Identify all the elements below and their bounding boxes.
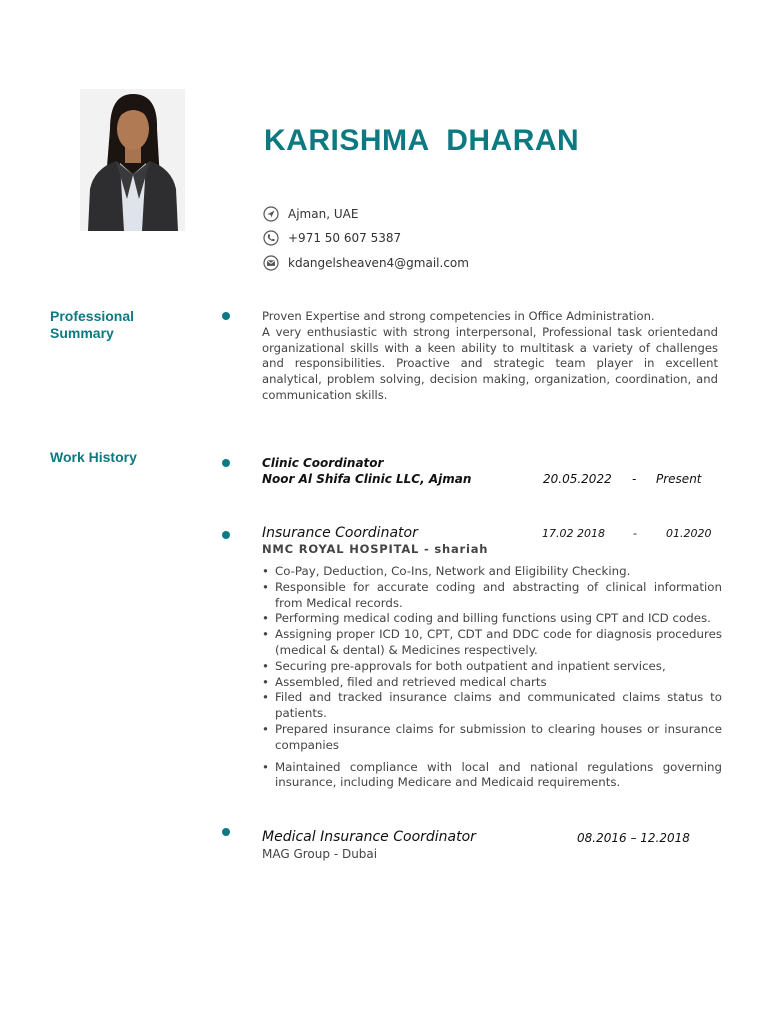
section-title-summary [50,308,134,342]
job2-date-separator: - [633,527,637,540]
profile-photo [80,89,185,231]
duty-item: • Assigning proper ICD 10, CPT, CDT and DDC code for diagnosis procedures (medical & dental) & Medicines respectively. [262,627,722,659]
duty-item: • Filed and tracked insurance claims and communicated claims status to patients. [262,690,722,722]
contact-phone [263,229,401,247]
contact-location [263,205,358,223]
job3-bullet-dot [222,828,230,836]
email-link[interactable]: kdangelsheaven4@gmail.com [288,256,469,270]
job1-end-date: Present [656,472,702,486]
candidate-name: KARISHMA DHARAN [264,124,580,157]
job2-start-date: 17.02 2018 [542,527,605,540]
phone-icon [263,230,279,246]
job2-title: Insurance Coordinator [262,525,418,541]
location-arrow-icon [263,206,279,222]
job3-dates: 08.2016 – 12.2018 [577,831,690,845]
job2-duties-list [262,564,722,791]
job1-date-separator: - [632,472,637,486]
job1-title: Clinic Coordinator [262,456,384,470]
job1-bullet-dot [222,459,230,467]
duty-item: • Responsible for accurate coding and abstracting of clinical information from Medical records. [262,580,722,612]
location-text: Ajman, UAE [288,207,359,221]
section-title-work-history: Work History [50,449,137,465]
email-icon [263,255,279,271]
job2-end-date: 01.2020 [666,527,712,540]
job3-title: Medical Insurance Coordinator [262,829,476,845]
job2-bullet-dot [222,531,230,539]
duty-item: • Assembled, filed and retrieved medical charts [262,675,722,691]
phone-text: +971 50 607 5387 [288,231,402,245]
person-portrait-icon [80,89,185,231]
summary-title-line1: Professional [50,308,135,324]
summary-bullet-dot [222,312,230,320]
summary-title-line2: Summary [50,325,114,341]
summary-line1: Proven Expertise and strong competencies in Office Administration. [262,309,655,323]
summary-text [262,309,718,404]
contact-email [263,254,469,272]
job2-organization: NMC ROYAL HOSPITAL - shariah [262,542,489,556]
duty-item: • Maintained compliance with local and national regulations governing insurance, including Medicare and Medicaid requirements. [262,760,722,792]
duty-item: • Prepared insurance claims for submission to clearing houses or insurance companies [262,722,722,754]
duty-item: • Securing pre-approvals for both outpatient and inpatient services, [262,659,722,675]
duty-item: • Performing medical coding and billing functions using CPT and ICD codes. [262,611,722,627]
summary-line2: A very enthusiastic with strong interpersonal, Professional task orientedand organizational skills with a keen ability to multitask a variety of challenges and responsibilities. Proactive and strategic team player in excellent analytical, problem solving, decision making, organization, coordination, and communication skills. [262,324,718,402]
job3-organization: MAG Group - Dubai [262,847,378,861]
job1-start-date: 20.05.2022 [543,472,612,486]
duty-item: • Co-Pay, Deduction, Co-Ins, Network and Eligibility Checking. [262,564,722,580]
job1-organization: Noor Al Shifa Clinic LLC, Ajman [262,472,472,486]
